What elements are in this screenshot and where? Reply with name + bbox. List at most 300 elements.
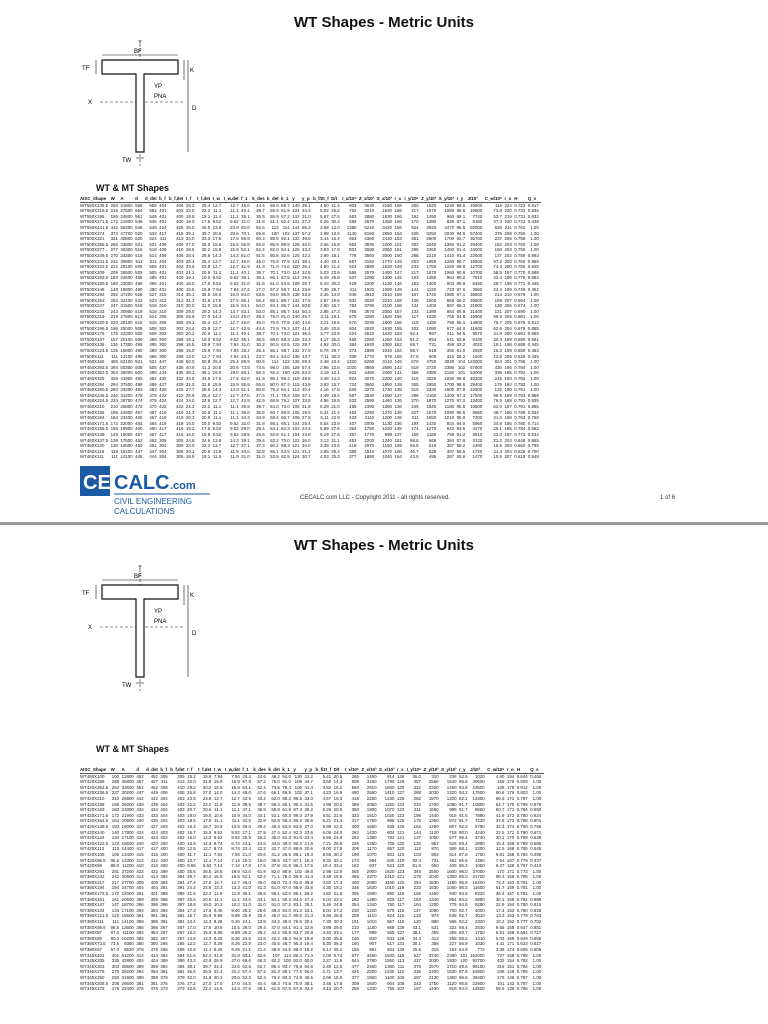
table-cell: 387	[177, 896, 185, 902]
table-row	[80, 292, 541, 298]
table-cell: 1420	[382, 331, 392, 337]
table-cell: 172	[111, 891, 120, 897]
table-cell: 1240	[382, 437, 392, 443]
table-cell: 72.4	[282, 879, 291, 885]
table-cell: 25.1	[304, 902, 313, 908]
table-cell: 864	[449, 896, 457, 902]
shape-name-cell: WT460X465	[80, 359, 105, 365]
table-cell: 0.581	[527, 336, 539, 342]
table-cell: 68.3	[257, 958, 266, 964]
column-header: r_y	[457, 196, 468, 202]
table-cell: 70.1	[241, 230, 250, 236]
table-cell: 25.9	[185, 392, 195, 398]
table-cell: 2330	[426, 387, 437, 393]
table-cell: 56.1	[270, 448, 279, 454]
column-header: b_f,det	[169, 196, 186, 202]
table-cell: 204	[504, 437, 512, 443]
table-cell: 19.2	[304, 947, 313, 952]
table-cell: 20.2	[185, 331, 195, 337]
table-cell: 2250	[366, 795, 377, 801]
column-header: d_det	[145, 196, 159, 202]
table-cell: 14.5	[213, 986, 223, 992]
column-header: D/t	[334, 767, 345, 773]
table-cell: 388	[349, 448, 357, 454]
table-cell: 102	[282, 230, 290, 236]
table-cell: 11600	[472, 885, 485, 891]
table-cell: 246	[110, 392, 118, 398]
column-header: r_o	[504, 196, 514, 202]
table-cell: 300	[351, 823, 359, 829]
table-cell: 47.0	[282, 846, 291, 852]
table-cell: 123	[396, 807, 405, 813]
table-cell: 36.5	[201, 292, 211, 298]
table-cell: 71.1	[271, 874, 280, 880]
table-cell: 27.8	[333, 846, 343, 852]
table-cell: 317	[351, 818, 359, 824]
table-cell: 4.40	[320, 258, 329, 264]
table-cell: 447	[136, 790, 144, 796]
table-cell: 1070	[382, 448, 392, 454]
shape-name-cell: WT420X198	[80, 801, 105, 807]
table-cell: 381	[177, 913, 185, 919]
table-cell: 63.5	[256, 292, 265, 298]
table-cell: 336	[413, 969, 421, 975]
table-cell: 2200	[366, 969, 377, 975]
table-cell: 1.00	[532, 790, 542, 796]
table-cell: 15.9	[201, 431, 211, 437]
column-header: d	[136, 767, 146, 773]
table-cell: 118	[397, 891, 405, 897]
table-cell: 46.0	[241, 258, 250, 264]
label-k: K	[190, 593, 195, 599]
table-cell: 33.3	[201, 236, 211, 242]
table-cell: 4.80	[495, 773, 505, 779]
table-cell: 114	[282, 224, 290, 230]
table-cell: 15.9	[202, 829, 212, 835]
table-cell: 200	[504, 264, 512, 270]
table-cell: 144	[292, 308, 300, 314]
table-cell: 427	[159, 381, 167, 387]
table-cell: 214	[494, 292, 502, 298]
table-cell: 98.6	[459, 963, 468, 969]
table-cell: 26.8	[187, 790, 196, 796]
table-cell: 16200	[472, 879, 485, 885]
table-cell: 23.6	[212, 224, 222, 230]
table-cell: 29.0	[185, 308, 195, 314]
table-cell: 2.96	[322, 974, 332, 980]
table-cell: 129	[396, 924, 405, 930]
table-cell: 1.00	[532, 969, 542, 975]
table-cell: 51.1	[241, 387, 250, 393]
table-cell: 17.5	[230, 297, 239, 303]
table-cell: 2150	[444, 370, 455, 376]
shape-name-cell: WT460X111	[80, 454, 104, 460]
table-cell: 379	[160, 974, 168, 980]
table-cell: 27.6	[331, 426, 340, 432]
table-cell: 19.1	[185, 275, 195, 281]
table-cell: 23.8	[201, 264, 211, 270]
table-cell: 86.5	[493, 314, 502, 320]
table-cell: 307	[446, 448, 455, 454]
table-cell: 305	[159, 314, 167, 320]
table-cell: 406	[177, 790, 185, 796]
table-cell: 1380	[384, 963, 395, 969]
table-cell: 169	[506, 935, 515, 941]
table-cell: 92.2	[271, 958, 280, 964]
table-cell: 61.9	[256, 376, 265, 381]
table-cell: 1430	[428, 986, 439, 992]
table-cell: 4.17	[320, 336, 329, 342]
table-cell: 378	[150, 947, 158, 952]
table-cell: 167	[411, 292, 419, 298]
table-cell: 508	[149, 325, 157, 331]
table-cell: 29.2	[187, 784, 196, 790]
shape-name-cell: WT460X210	[80, 403, 105, 409]
table-cell: 19900	[120, 426, 133, 432]
table-cell: 157	[110, 336, 118, 342]
table-cell: 82.0	[270, 247, 279, 253]
table-cell: 115	[397, 952, 405, 958]
table-cell: 3.82	[322, 879, 332, 885]
table-cell: 162	[413, 823, 421, 829]
table-cell: 12.7	[212, 264, 222, 270]
table-cell: 11.1	[212, 331, 222, 337]
table-cell: 1070	[366, 851, 377, 857]
table-cell: 12.7	[230, 392, 239, 398]
table-cell: 62.0	[282, 891, 291, 897]
table-cell: 115	[411, 320, 419, 326]
table-cell: 5.51	[322, 812, 332, 818]
table-cell: 196	[110, 325, 118, 331]
table-cell: 378	[136, 947, 144, 952]
table-cell: 20.8	[331, 325, 340, 331]
table-cell: 7.94	[212, 286, 222, 292]
column-header: I_y/10⁶	[404, 196, 421, 202]
table-cell: 80.0	[110, 935, 120, 941]
table-cell: 0.817	[527, 202, 539, 208]
table-cell: 304	[159, 448, 167, 454]
table-cell: 1590	[366, 891, 377, 897]
shape-name-cell: WT500X148	[80, 286, 105, 292]
table-cell: 140	[292, 314, 300, 320]
table-cell: 38600	[121, 963, 134, 969]
table-cell: 1090	[382, 286, 392, 292]
table-cell: 9.52	[212, 275, 222, 281]
table-cell: 1080	[444, 292, 455, 298]
table-cell: 31.0	[256, 454, 265, 460]
table-cell: 489	[149, 348, 157, 354]
table-cell: 29.5	[185, 247, 195, 253]
table-cell: 73.5	[110, 941, 120, 947]
table-cell: 49.0	[241, 314, 250, 320]
table-cell: 0.793	[514, 392, 526, 398]
table-cell: 389	[160, 891, 168, 897]
table-cell: 32100	[120, 297, 133, 303]
table-cell: 71.9	[270, 264, 279, 270]
shapes-caption: WT & MT Shapes	[96, 183, 170, 193]
table-cell: 1.00	[532, 874, 542, 880]
table-cell: 12.7	[213, 795, 223, 801]
table-cell: 137	[292, 230, 300, 236]
table-cell: 10.2	[213, 902, 223, 908]
table-cell: 45.0	[241, 202, 250, 208]
table-cell: 15.7	[187, 829, 196, 835]
table-cell: 40.1	[241, 208, 250, 214]
table-cell: 387	[177, 902, 185, 908]
table-cell: 2570	[364, 219, 375, 225]
table-cell: 1030	[474, 941, 485, 947]
table-cell: 136	[394, 415, 402, 421]
table-cell: 201	[504, 359, 512, 365]
table-cell: 4.30	[322, 885, 332, 891]
table-cell: 52.9	[459, 773, 468, 779]
table-cell: 22.5	[495, 829, 505, 835]
table-cell: 416	[176, 431, 184, 437]
table-cell: 546	[149, 219, 157, 225]
table-cell: 0.618	[514, 454, 526, 460]
table-cell: 170	[506, 801, 515, 807]
table-cell: 6.14	[322, 947, 332, 952]
table-cell: 429	[349, 280, 357, 286]
table-cell: 12.0	[331, 224, 340, 230]
table-cell: 2210	[426, 252, 437, 258]
table-cell: 79.0	[270, 314, 279, 320]
table-cell: 3020	[444, 359, 455, 365]
table-cell: 21.4	[331, 409, 340, 415]
table-cell: 1670	[426, 409, 437, 415]
table-cell: 401	[159, 208, 167, 214]
table-cell: 376	[177, 980, 185, 986]
table-cell: 14.3	[231, 790, 240, 796]
table-cell: 1230	[384, 795, 395, 801]
table-cell: 18.3	[304, 857, 313, 863]
table-cell: 264	[111, 784, 120, 790]
table-cell: 27.2	[302, 219, 311, 225]
table-cell: 78.4	[282, 784, 291, 790]
table-cell: 12.7	[201, 353, 211, 359]
table-cell: 34.9	[256, 415, 265, 421]
table-cell: 95.0	[459, 874, 468, 880]
table-cell: 2200	[474, 846, 485, 852]
table-cell: 984	[369, 857, 377, 863]
table-cell: 25.3	[331, 454, 340, 460]
table-cell: 68.7	[410, 342, 419, 348]
table-cell: 124	[292, 454, 300, 460]
table-cell: 4.03	[320, 454, 329, 460]
table-cell: 1930	[384, 952, 395, 958]
label-y-top: Y	[138, 40, 143, 46]
table-row	[80, 376, 541, 382]
table-cell: 57.9	[242, 779, 251, 785]
table-cell: 195	[413, 812, 421, 818]
shape-name-cell: WT460X294	[80, 381, 105, 387]
shape-name-cell: WT420X288	[80, 779, 105, 785]
table-cell: 0.638	[530, 835, 542, 841]
table-cell: 312	[176, 297, 184, 303]
table-cell: 432	[176, 376, 184, 381]
table-cell: 19.8	[213, 868, 223, 874]
table-cell: 159	[506, 885, 515, 891]
table-cell: 73.2	[495, 879, 505, 885]
table-cell: 85.3	[459, 863, 468, 869]
shape-name-cell: WT420X149.5	[80, 823, 109, 829]
table-cell: 1.00	[530, 230, 539, 236]
table-cell: 32.0	[187, 779, 196, 785]
table-cell: 399	[150, 896, 158, 902]
table-cell: 15.9	[212, 303, 222, 309]
column-header: y_p	[304, 767, 315, 773]
table-cell: 399	[150, 963, 158, 969]
table-cell: 32.8	[257, 818, 266, 824]
table-cell: 38.1	[201, 370, 211, 376]
table-cell: 508	[135, 325, 143, 331]
table-cell: 464	[149, 420, 157, 426]
table-cell: 0.795	[527, 443, 539, 449]
table-cell: 0.679	[514, 292, 526, 298]
table-cell: 121	[292, 258, 300, 264]
table-cell: 775	[449, 902, 457, 908]
table-cell: 104	[457, 359, 466, 365]
table-cell: 1.00	[532, 974, 542, 980]
table-cell: 15100	[120, 448, 133, 454]
table-cell: 3210	[364, 208, 375, 214]
table-cell: 2.45	[320, 292, 329, 298]
table-cell: 3.45	[322, 980, 332, 986]
shape-name-cell: WT380X67	[80, 947, 102, 952]
table-cell: 31.2	[302, 448, 311, 454]
table-cell: 15.0	[333, 974, 343, 980]
table-cell: 158	[394, 297, 402, 303]
table-cell: 504	[387, 947, 395, 952]
table-cell: 11.7	[187, 851, 196, 857]
table-cell: 9.52	[230, 275, 239, 281]
table-cell: 0.790	[516, 823, 528, 829]
table-cell: 1350	[428, 818, 439, 824]
table-cell: 250	[110, 202, 118, 208]
table-cell: 0.784	[516, 807, 528, 813]
table-cell: 111	[111, 454, 118, 460]
table-cell: 433	[150, 812, 158, 818]
table-cell: 0.855	[527, 325, 539, 331]
table-cell: 3.39	[320, 443, 329, 449]
table-cell: 36.4	[495, 891, 505, 897]
table-cell: 2650	[426, 381, 437, 387]
table-cell: 478	[135, 392, 143, 398]
table-cell: 7.94	[230, 348, 239, 354]
table-cell: 403	[177, 807, 185, 813]
table-cell: 0.714	[527, 420, 539, 426]
table-cell: 1.00	[530, 381, 539, 387]
table-cell: 92.2	[270, 370, 279, 376]
table-cell: 22.2	[231, 969, 240, 975]
table-cell: 310	[431, 773, 439, 779]
shape-name-cell: WT420X171.5	[80, 812, 109, 818]
table-cell: 75.2	[270, 387, 279, 393]
table-cell: 42.4	[493, 275, 502, 281]
table-cell: 254	[351, 902, 359, 908]
table-cell: 80.0	[270, 381, 279, 387]
table-cell: 345	[413, 868, 421, 874]
table-cell: 438	[176, 364, 184, 370]
table-cell: 36.6	[241, 409, 250, 415]
table-cell: 45.7	[302, 314, 311, 320]
shape-name-cell: WT500X247	[80, 303, 105, 309]
table-cell: 114	[271, 359, 279, 365]
shape-name-cell: WT500X243	[80, 308, 105, 314]
table-cell: 11.1	[231, 807, 240, 813]
table-cell: 205	[504, 236, 512, 242]
table-cell: 42.7	[271, 846, 280, 852]
table-cell: 1630	[428, 885, 439, 891]
table-cell: 2560	[366, 790, 377, 796]
table-cell: 404	[136, 885, 144, 891]
table-cell: 265	[160, 941, 168, 947]
table-cell: 382	[150, 935, 158, 941]
table-cell: 76.5	[493, 398, 502, 404]
column-header: t_w,det	[225, 767, 242, 773]
table-header-row	[80, 767, 544, 773]
table-cell: 9.40	[231, 907, 240, 913]
table-cell: 0.690	[514, 336, 526, 342]
shape-name-cell: WT460X362.5	[80, 370, 109, 376]
table-cell: 24.4	[187, 885, 196, 891]
table-cell: 51.5	[256, 252, 265, 258]
table-cell: 412	[431, 935, 439, 941]
table-cell: 59.4	[271, 801, 280, 807]
table-cell: 199	[504, 336, 512, 342]
table-cell: 146	[394, 359, 402, 365]
table-cell: 142	[506, 980, 515, 986]
table-cell: 2200	[364, 437, 375, 443]
table-cell: 33.0	[241, 448, 250, 454]
table-cell: 2250	[364, 409, 375, 415]
table-row	[80, 320, 541, 326]
table-cell: 196	[110, 409, 118, 415]
table-cell: 5150	[364, 230, 375, 236]
table-cell: 51.6	[187, 952, 196, 958]
table-cell: 401	[111, 952, 120, 958]
table-cell: 136	[394, 420, 402, 426]
table-cell: 5.89	[320, 426, 329, 432]
table-cell: 939	[387, 823, 395, 829]
table-cell: 432	[159, 376, 167, 381]
table-cell: 2.98	[322, 868, 332, 874]
table-cell: 424	[136, 829, 144, 835]
table-cell: 7200	[472, 415, 483, 421]
table-cell: 260	[110, 387, 118, 393]
table-cell: 61.0	[271, 885, 280, 891]
table-cell: 136	[394, 398, 402, 404]
table-cell: 137	[494, 252, 502, 258]
table-cell: 1950	[426, 258, 437, 264]
table-cell: 22.6	[187, 986, 196, 992]
table-cell: 35600	[470, 292, 483, 298]
table-cell: 47.4	[271, 829, 280, 835]
table-cell: 430	[150, 818, 158, 824]
table-cell: 772	[477, 947, 485, 952]
table-cell: 394	[160, 879, 168, 885]
table-cell: 188	[504, 398, 512, 404]
table-cell: 78.0	[282, 874, 291, 880]
shape-name-cell: WT380X291	[80, 868, 105, 874]
table-cell: 100	[460, 958, 468, 964]
table-cell: 55.6	[456, 454, 466, 460]
label-bf: BF	[134, 49, 142, 55]
table-cell: 1230	[384, 969, 395, 975]
table-cell: 0.756	[530, 823, 542, 829]
table-cell: 433	[349, 415, 357, 421]
table-cell: 220	[504, 208, 512, 214]
